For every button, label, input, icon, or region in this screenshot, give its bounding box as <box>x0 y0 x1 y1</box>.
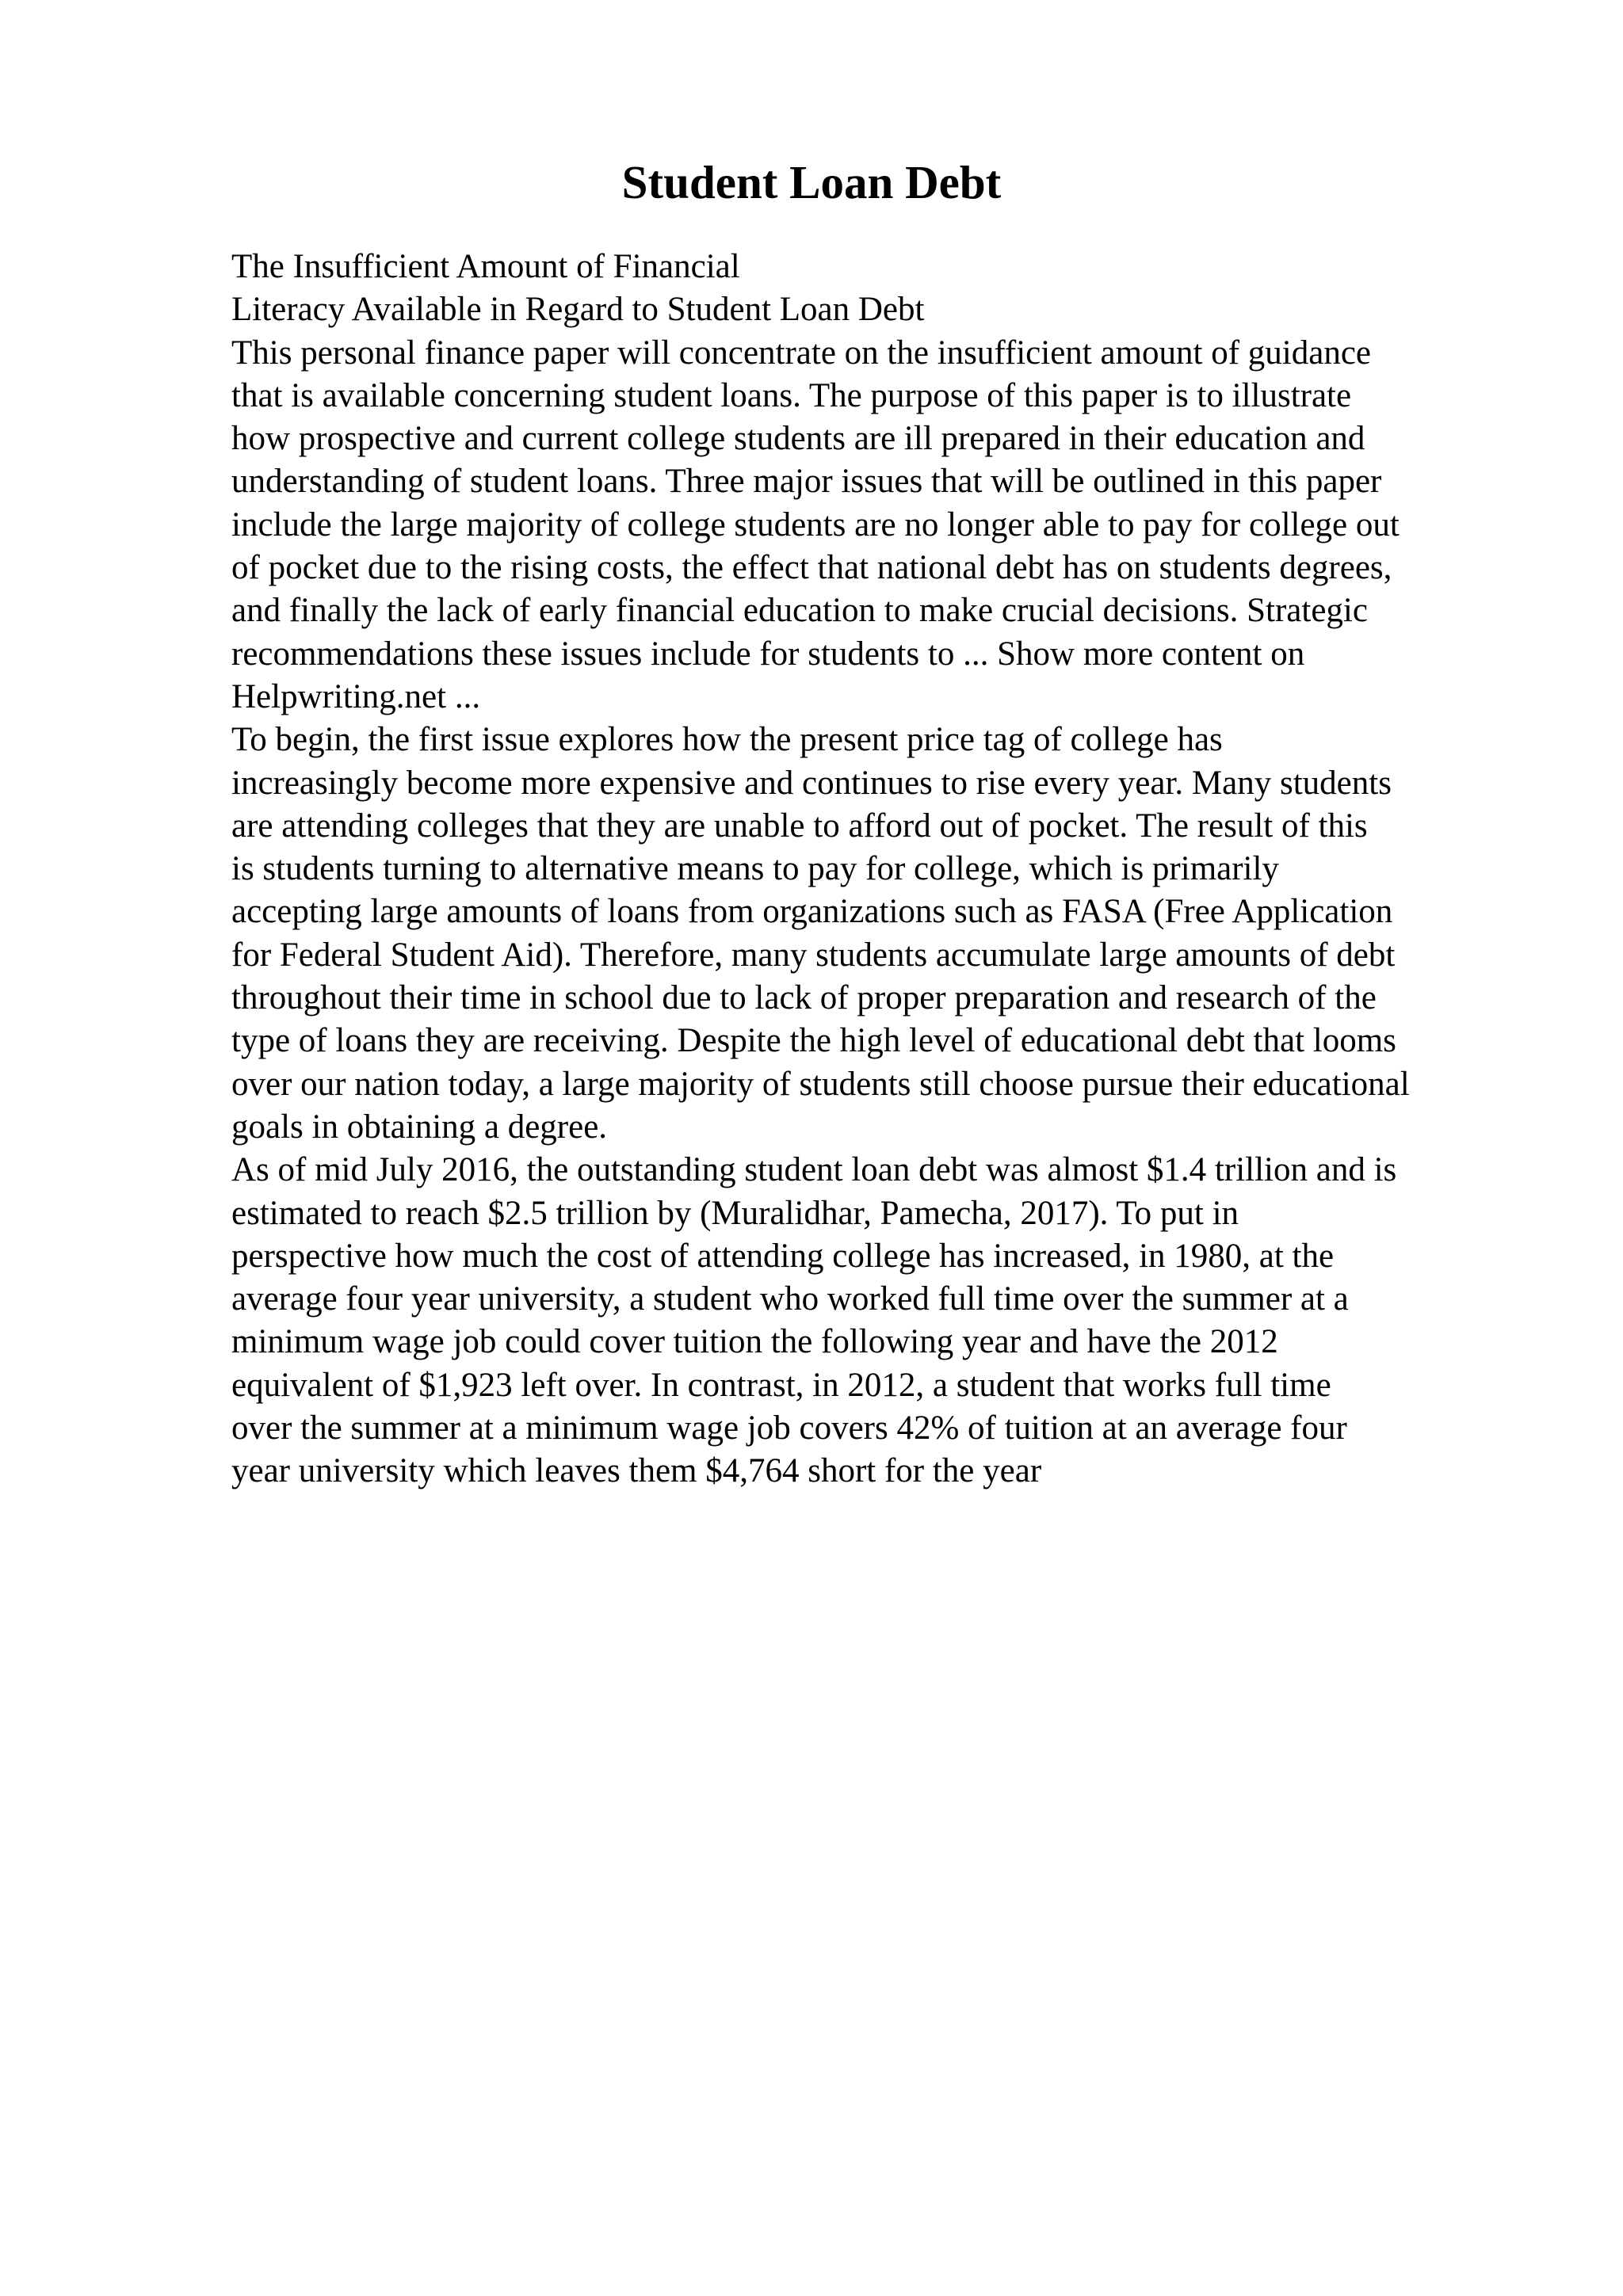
paragraph-3 <box>231 1149 1579 1493</box>
paragraph-line: As of mid July 2016, the outstanding student loan debt was almost $1.4 trillion and is <box>231 1151 1397 1189</box>
paragraph-line: that is available concerning student loans. The purpose of this paper is to illustrate <box>231 376 1352 414</box>
paragraph-line: equivalent of $1,923 left over. In contrast, in 2012, a student that works full time <box>231 1366 1331 1404</box>
paragraph-2 <box>231 719 1579 1149</box>
subtitle-line: The Insufficient Amount of Financial <box>231 248 740 285</box>
subtitle <box>231 246 1579 332</box>
document-title: Student Loan Debt <box>621 156 1002 208</box>
paragraph-line: perspective how much the cost of attending college has increased, in 1980, at the <box>231 1237 1335 1275</box>
paragraph-line: for Federal Student Aid). Therefore, many students accumulate large amounts of debt <box>231 936 1396 974</box>
paragraph-line: increasingly become more expensive and continues to rise every year. Many students <box>231 764 1392 802</box>
paragraph-line: throughout their time in school due to lack of proper preparation and research of the <box>231 979 1377 1017</box>
paragraph-line: how prospective and current college students are ill prepared in their education and <box>231 420 1365 458</box>
paragraph-line: understanding of student loans. Three major issues that will be outlined in this paper <box>231 463 1382 501</box>
paragraph-line: and finally the lack of early financial education to make crucial decisions. Strategic <box>231 592 1368 630</box>
paragraph-line: Helpwriting.net ... <box>231 677 481 715</box>
paragraph-line: are attending colleges that they are unable to afford out of pocket. The result of this <box>231 807 1368 845</box>
paragraph-line: over the summer at a minimum wage job covers 42% of tuition at an average four <box>231 1409 1347 1447</box>
paragraph-line: accepting large amounts of loans from organizations such as FASA (Free Application <box>231 893 1393 931</box>
paragraph-1 <box>231 332 1579 719</box>
paragraph-line: minimum wage job could cover tuition the following year and have the 2012 <box>231 1323 1278 1361</box>
paragraph-line: is students turning to alternative means to pay for college, which is primarily <box>231 850 1279 888</box>
paragraph-line: include the large majority of college students are no longer able to pay for college out <box>231 505 1400 543</box>
paragraph-line: goals in obtaining a degree. <box>231 1108 608 1146</box>
paragraph-line: To begin, the first issue explores how the present price tag of college has <box>231 721 1223 759</box>
paragraph-line: type of loans they are receiving. Despite the high level of educational debt that looms <box>231 1022 1396 1060</box>
paragraph-line: over our nation today, a large majority of students still choose pursue their educational <box>231 1065 1410 1103</box>
document-body <box>231 246 1579 1493</box>
subtitle-line: Literacy Available in Regard to Student Loan Debt <box>231 291 925 329</box>
paragraph-line: recommendations these issues include for students to ... Show more content on <box>231 635 1305 673</box>
paragraph-line: of pocket due to the rising costs, the effect that national debt has on students degrees, <box>231 549 1392 587</box>
paragraph-line: estimated to reach $2.5 trillion by (Muralidhar, Pamecha, 2017). To put in <box>231 1194 1239 1232</box>
paragraph-line: year university which leaves them $4,764 short for the year <box>231 1452 1042 1490</box>
paragraph-line: average four year university, a student who worked full time over the summer at a <box>231 1280 1349 1318</box>
paragraph-line: This personal finance paper will concentrate on the insufficient amount of guidance <box>231 334 1372 372</box>
